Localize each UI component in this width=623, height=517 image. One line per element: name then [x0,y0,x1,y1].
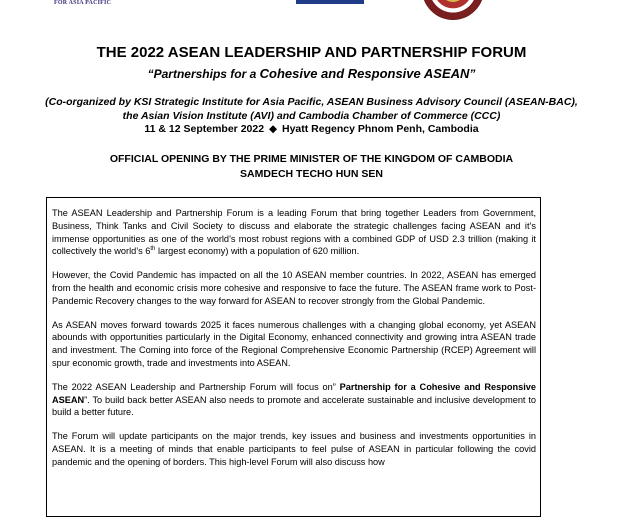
page-title: THE 2022 ASEAN LEADERSHIP AND PARTNERSHIP FORUM [96,44,527,61]
paragraph-4 [52,381,536,419]
forum-theme [0,66,623,81]
paragraph-1 [52,207,536,258]
organizers-line-2: the Asian Vision Institute (AVI) and Cambodia Chamber of Commerce (CCC) [122,110,501,122]
ccc-seal-logo [422,0,484,20]
theme-open: “Partnerships for a [147,67,260,81]
p4-bold: Partnership for a Cohesive and Responsive ASEAN [52,381,536,405]
logo-strip [0,0,623,20]
date-venue [0,123,623,135]
p4-text: The 2022 ASEAN Leadership and Partnership Forum will focus on” [52,381,340,392]
forum-description-box [46,197,541,517]
theme-close: ” [469,67,476,81]
theme-highlight: Cohesive and Responsive ASEAN [259,66,470,81]
diamond-icon: ◆ [268,123,278,135]
paragraph-2: However, the Covid Pandemic has impacted on all the 10 ASEAN member countries. In 2022, ASEAN has emerged from the health and economic crisis more cohesive and responsive to face the future. The ASEAN frame work to Post-Pandemic Recovery changes to the way forward for ASEAN to recover strongly from the Global Pandemic. [52,270,536,306]
ksi-logo-text: FOR ASIA PACIFIC [54,0,112,6]
paragraph-3: As ASEAN moves forward towards 2025 it faces numerous challenges with a changing global economy, yet ASEAN abounds with opportunities particularly in the Digital Economy, enhanced connectivity and growing intra ASEAN trade and investment. The Coming into force of the Regional Comprehensive Economic Partnership (RCEP) Agreement will spur economic growth, trade and investments into ASEAN. [52,319,536,368]
official-opening [0,152,623,182]
event-venue: Hyatt Regency Phnom Penh, Cambodia [281,123,479,135]
asean-bac-logo [296,0,364,4]
paragraph-5: The Forum will update participants on the major trends, key issues and business and investments opportunities in ASEAN. It is a meeting of minds that enable participants to feel pulse of ASEAN in particular following the covid pandemic and the opening of borders. This high-level Forum will also discuss how [52,431,536,467]
p1-sup: th [150,246,156,253]
organizers [0,95,623,123]
p1-text-end: largest economy) with a population of 620 million. [155,246,360,257]
opening-line-2: SAMDECH TECHO HUN SEN [240,168,383,180]
p4-text-end: ”. To build back better ASEAN also needs to promote and accelerate sustainable and inclusive development to build a better future. [52,394,536,418]
event-date: 11 & 12 September 2022 [144,123,265,135]
p1-text: The ASEAN Leadership and Partnership Forum is a leading Forum that bring together Leaders from Government, Business, Think Tanks and Civil Society to discuss and elaborate the strategic challenges facing ASEAN and it’s immense opportunities as one of the world’s most robust regions with a combined GDP of USD 2.3 trillion (making it collectively the world’s 6 [52,208,536,257]
opening-line-1: OFFICIAL OPENING BY THE PRIME MINISTER OF THE KINGDOM OF CAMBODIA [109,153,514,165]
organizers-line-1: (Co-organized by KSI Strategic Institute for Asia Pacific, ASEAN Business Advisory Council (ASEAN-BAC), [45,96,578,108]
